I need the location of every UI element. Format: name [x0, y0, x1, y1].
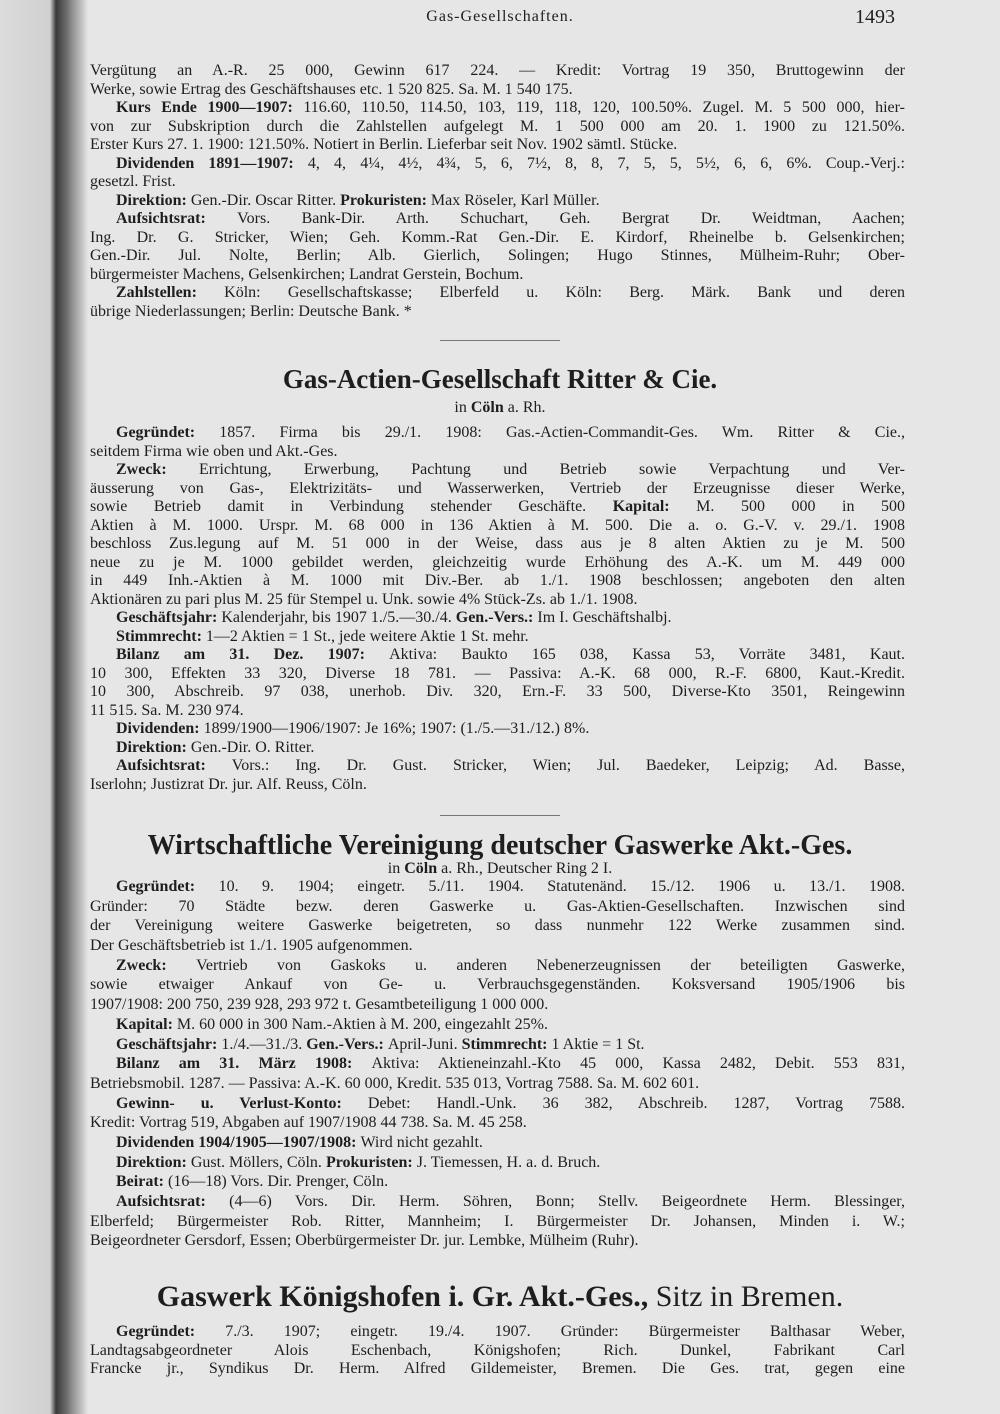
text-line	[90, 665, 905, 684]
location-city: Cöln	[470, 399, 504, 416]
text-line	[90, 192, 905, 211]
text-line	[90, 897, 905, 917]
field-text: 11 515. Sa. M. 230 974.	[90, 701, 244, 719]
field-text: (4—6) Vors. Dir. Herm. Söhren, Bonn; Stellv. Beigeordnete Herm. Blessinger,	[229, 1193, 905, 1210]
location-prefix: in	[387, 860, 405, 877]
field-text: Vors.: Ing. Dr. Gust. Stricker, Wien; Jul. Baedeker, Leipzig; Ad. Basse,	[231, 757, 905, 774]
text-line	[90, 535, 905, 554]
text-line	[90, 1074, 905, 1094]
field-text: beschloss Zus.legung auf M. 51 000 in der Weise, dass aus je 8 alten Aktien zu je M. 500	[90, 535, 905, 552]
field-text: 10 300, Effekten 33 320, Diverse 18 781. — Passiva: A.-K. 68 000, R.-F. 6800, Kaut.-Kredit.	[90, 664, 905, 682]
entry-location	[0, 860, 1000, 878]
text-line	[90, 936, 905, 956]
entry-gaswerk-koenigshofen	[90, 1323, 905, 1379]
field-text: Ing. Dr. G. Stricker, Wien; Geh. Komm.-Rat Gen.-Dir. E. Kirdorf, Rheinelbe b. Gelsenkirchen;	[90, 228, 905, 246]
text-line	[90, 1054, 905, 1074]
field-label: Dividenden 1904/1905—1907/1908:	[116, 1133, 361, 1151]
field-text: übrige Niederlassungen; Berlin: Deutsche Bank. *	[90, 302, 412, 320]
text-line	[90, 229, 905, 248]
text-line	[90, 1035, 905, 1055]
title-suffix: Sitz in Bremen.	[648, 1280, 844, 1313]
field-text: Der Geschäftsbetrieb ist 1./1. 1905 aufgenommen.	[90, 937, 413, 955]
field-text: Vors. Bank-Dir. Arth. Schuchart, Geh. Bergrat Dr. Weidtman, Aachen;	[237, 210, 905, 227]
text-line	[90, 1172, 905, 1192]
field-label: Bilanz am 31. Dez. 1907:	[116, 646, 390, 663]
title-main: Gaswerk Königshofen i. Gr. Akt.-Ges.,	[156, 1280, 649, 1313]
text-line	[90, 739, 905, 758]
location-prefix: in	[454, 399, 471, 416]
text-line	[90, 702, 905, 721]
text-line	[90, 155, 905, 174]
text-line	[90, 62, 905, 81]
field-text: Max Röseler, Karl Müller.	[430, 191, 600, 209]
field-label: Gen.-Vers.:	[306, 1035, 388, 1053]
field-text: der Vereinigung weitere Gaswerke beigetreten, so dass nunmehr 122 Werke zusammen sind.	[90, 917, 905, 935]
field-text: gesetzl. Frist.	[90, 173, 176, 190]
field-text: 10. 9. 1904; eingetr. 5./11. 1904. Statutenänd. 15./12. 1906 u. 13./1. 1908.	[218, 878, 905, 895]
field-text: 7./3. 1907; eingetr. 19./4. 1907. Gründer: Bürgermeister Balthasar Weber,	[225, 1323, 905, 1340]
field-text: 1 Aktie = 1 St.	[551, 1035, 645, 1053]
text-line	[90, 683, 905, 702]
text-line	[90, 916, 905, 936]
text-line	[90, 956, 905, 976]
field-text: Gründer: 70 Städte bezw. deren Gaswerke u. Gas-Aktien-Gesellschaften. Inzwischen sind	[90, 897, 905, 915]
field-text: 1907/1908: 200 750, 239 928, 293 972 t. Gesamtbeteiligung 1 000 000.	[90, 996, 549, 1014]
field-label: Gegründet:	[116, 878, 219, 895]
field-label: Geschäftsjahr:	[116, 609, 222, 626]
text-line	[90, 1360, 905, 1379]
field-text: 1899/1900—1906/1907: Je 16%; 1907: (1./5.—31./12.) 8%.	[203, 720, 590, 737]
field-label: Prokuristen:	[340, 191, 431, 209]
field-text: M. 60 000 in 300 Nam.-Aktien à M. 200, eingezahlt 25%.	[176, 1015, 548, 1033]
entry-title	[0, 1280, 1000, 1314]
entry-title: Gas-Actien-Gesellschaft Ritter & Cie.	[282, 364, 718, 394]
field-text: Aktiva: Baukto 165 038, Kassa 53, Vorräte 3481, Kaut.	[389, 646, 905, 663]
field-text: Landtagsabgeordneter Alois Eschenbach, Königshofen; Rich. Dunkel, Fabrikant Carl	[90, 1341, 905, 1359]
field-label: Gen.-Vers.:	[455, 609, 538, 626]
field-label: Gegründet:	[116, 424, 220, 441]
text-line	[90, 609, 905, 628]
field-text: neue zu je M. 1000 gebildet werden, gleichzeitig wurde Erhöhung des A.-K. um M. 449 000	[90, 553, 905, 571]
field-label: Direktion:	[116, 738, 191, 756]
text-line	[90, 1094, 905, 1114]
field-text: äusserung von Gas-, Elektrizitäts- und Wasserwerken, Vertrieb der Erzeugnisse dieser Werke,	[90, 479, 905, 497]
field-label: Kurs Ende 1900—1907:	[116, 99, 304, 116]
divider	[440, 815, 560, 816]
field-label: Aufsichtsrat:	[116, 757, 232, 774]
field-label: Geschäftsjahr:	[116, 1035, 222, 1053]
field-text: 4, 4, 4¼, 4½, 4¾, 5, 6, 7½, 8, 8, 7, 5, 5, 5½, 6, 6, 6%. Coup.-Verj.:	[307, 154, 905, 172]
field-text: Erster Kurs 27. 1. 1900: 121.50%. Notiert in Berlin. Lieferbar seit Nov. 1902 sämtl. Stücke.	[90, 136, 678, 153]
field-text: bürgermeister Machens, Gelsenkirchen; Landrat Gerstein, Bochum.	[90, 265, 524, 283]
text-line	[90, 1323, 905, 1342]
entry-wirtschaftliche-vereinigung	[90, 877, 905, 1251]
field-label: Beirat:	[116, 1173, 168, 1191]
location-suffix: a. Rh., Deutscher Ring 2 I.	[437, 860, 613, 877]
field-text: Werke, sowie Ertrag des Geschäftshauses etc. 1 520 825. Sa. M. 1 540 175.	[90, 80, 573, 98]
running-title: Gas-Gesellschaften.	[426, 8, 574, 25]
field-label: Dividenden 1891—1907:	[116, 154, 308, 172]
field-text: Aktien à M. 1000. Urspr. M. 68 000 in 136 Aktien à M. 500. Die a. o. G.-V. v. 29./1. 1908	[90, 516, 905, 534]
field-label: Prokuristen:	[325, 1153, 417, 1171]
text-line	[90, 517, 905, 536]
field-label: Zahlstellen:	[116, 284, 225, 301]
text-line	[90, 776, 905, 795]
field-text: Im I. Geschäftshalbj.	[537, 609, 672, 626]
field-text: 10 300, Abschreib. 97 038, unerhob. Div. 320, Ern.-F. 33 500, Diverse-Kto 3501, Reingewinn	[90, 683, 905, 700]
book-gutter	[0, 0, 88, 1414]
field-text: 1857. Firma bis 29./1. 1908: Gas.-Actien-Commandit-Ges. Wm. Ritter & Cie.,	[219, 424, 905, 441]
field-label: Direktion:	[116, 1153, 191, 1171]
page-number: 1493	[855, 6, 895, 28]
field-label: Aufsichtsrat:	[116, 210, 238, 227]
text-line	[90, 877, 905, 897]
entry-title: Wirtschaftliche Vereinigung deutscher Gaswerke Akt.-Ges.	[147, 830, 853, 861]
field-text: Francke jr., Syndikus Dr. Herm. Alfred Gildemeister, Bremen. Die Ges. trat, gegen eine	[90, 1360, 905, 1377]
text-line	[90, 81, 905, 100]
text-line	[90, 975, 905, 995]
text-line	[90, 720, 905, 739]
text-line	[90, 995, 905, 1015]
field-text: Kredit: Vortrag 519, Abgaben auf 1907/1908 44 738. Sa. M. 45 258.	[90, 1114, 527, 1132]
field-label: Aufsichtsrat:	[116, 1193, 230, 1210]
field-text: J. Tiemessen, H. a. d. Bruch.	[416, 1153, 601, 1171]
text-line	[90, 210, 905, 229]
field-text: 116.60, 110.50, 114.50, 103, 119, 118, 120, 100.50%. Zugel. M. 5 500 000, hier-	[303, 99, 905, 116]
field-text: sowie etwaiger Ankauf von Ge- u. Verbrauchsgegenständen. Koksversand 1905/1906 bis	[90, 976, 905, 994]
field-label: Direktion:	[116, 191, 191, 209]
text-line	[90, 628, 905, 647]
field-text: Beigeordneter Gersdorf, Essen; Oberbürgermeister Dr. jur. Lembke, Mülheim (Ruhr).	[90, 1232, 639, 1250]
field-label: Stimmrecht:	[461, 1035, 552, 1053]
text-line	[90, 284, 905, 303]
field-text: April-Juni.	[387, 1035, 462, 1053]
field-text: 1—2 Aktien = 1 St., jede weitere Aktie 1 St. mehr.	[205, 627, 529, 645]
field-label: Dividenden:	[116, 720, 204, 737]
field-text: Aktiva: Aktieneinzahl.-Kto 45 000, Kassa 2482, Debit. 553 831,	[371, 1055, 905, 1073]
text-line	[90, 757, 905, 776]
text-line	[90, 591, 905, 610]
location-city: Cöln	[404, 860, 438, 877]
text-line	[90, 461, 905, 480]
field-text: Wird nicht gezahlt.	[360, 1133, 483, 1151]
text-line	[90, 173, 905, 192]
text-line	[90, 572, 905, 591]
text-line	[90, 443, 905, 462]
field-label: Zweck:	[116, 461, 200, 478]
text-line	[90, 1113, 905, 1133]
text-line	[90, 118, 905, 137]
field-label: Gewinn- u. Verlust-Konto:	[116, 1094, 368, 1112]
text-line	[90, 1192, 905, 1212]
field-text: Gen.-Dir. Jul. Nolte, Berlin; Alb. Gierlich, Solingen; Hugo Stinnes, Mülheim-Ruhr; Ober-	[90, 247, 905, 264]
text-line	[90, 1133, 905, 1153]
field-text: sowie Betrieb damit in Verbindung stehender Geschäfte.	[90, 498, 613, 515]
field-text: 1./4.—31./3.	[221, 1035, 307, 1053]
field-text: Gen.-Dir. Oscar Ritter.	[190, 191, 341, 209]
text-line	[90, 1212, 905, 1232]
field-label: Gegründet:	[116, 1323, 226, 1340]
text-line	[90, 1231, 905, 1251]
divider	[440, 340, 560, 341]
field-text: von zur Subskription durch die Zahlstellen aufgelegt M. 1 500 000 am 20. 1. 1900 zu 121.50%.	[90, 117, 905, 135]
text-line	[90, 303, 905, 322]
text-line	[90, 646, 905, 665]
field-text: Köln: Gesellschaftskasse; Elberfeld u. Köln: Berg. Märk. Bank und deren	[224, 284, 905, 301]
entry-continued	[90, 62, 905, 321]
entry-ritter	[90, 424, 905, 794]
field-text: M. 500 000 in 500	[696, 498, 905, 515]
field-text: Elberfeld; Bürgermeister Rob. Ritter, Mannheim; I. Bürgermeister Dr. Johansen, Minden i. W.;	[90, 1212, 905, 1230]
field-text: Vertrieb von Gaskoks u. anderen Nebenerzeugnissen der beteiligten Gaswerke,	[196, 956, 905, 974]
field-text: Kalenderjahr, bis 1907 1./5.—30./4.	[221, 609, 456, 626]
field-text: Vergütung an A.-R. 25 000, Gewinn 617 224. — Kredit: Vortrag 19 350, Bruttogewinn der	[90, 62, 905, 79]
field-text: Iserlohn; Justizrat Dr. jur. Alf. Reuss, Cöln.	[90, 775, 367, 793]
location-suffix: a. Rh.	[503, 399, 546, 416]
field-label: Stimmrecht:	[116, 627, 206, 645]
field-label: Kapital:	[116, 1015, 177, 1033]
text-line	[90, 554, 905, 573]
field-text: (16—18) Vors. Dir. Prenger, Cöln.	[167, 1173, 389, 1191]
field-text: Betriebsmobil. 1287. — Passiva: A.-K. 60 000, Kredit. 535 013, Vortrag 7588. Sa. M. 602 601.	[90, 1074, 700, 1092]
field-text: Gen.-Dir. O. Ritter.	[190, 738, 315, 756]
text-line	[90, 1015, 905, 1035]
field-text: Aktionären zu pari plus M. 25 für Stempel u. Unk. sowie 4% Stück-Zs. ab 1./1. 1908.	[90, 590, 638, 608]
field-label: Zweck:	[116, 956, 197, 974]
text-line	[90, 424, 905, 443]
field-label: Kapital:	[612, 498, 697, 515]
field-text: Gust. Möllers, Cöln.	[190, 1153, 326, 1171]
text-line	[90, 480, 905, 499]
text-line	[90, 247, 905, 266]
text-line	[90, 99, 905, 118]
text-line	[90, 1153, 905, 1173]
field-label: Bilanz am 31. März 1908:	[116, 1055, 372, 1073]
field-text: seitdem Firma wie oben und Akt.-Ges.	[90, 442, 338, 460]
entry-location	[0, 399, 1000, 417]
text-line	[90, 266, 905, 285]
field-text: in 449 Inh.-Aktien à M. 1000 mit Div.-Ber. ab 1./1. 1908 beschlossen; angeboten den alten	[90, 572, 905, 589]
field-text: Debet: Handl.-Unk. 36 382, Abschreib. 1287, Vortrag 7588.	[367, 1094, 905, 1112]
text-line	[90, 1342, 905, 1361]
field-text: Errichtung, Erwerbung, Pachtung und Betrieb sowie Verpachtung und Ver-	[199, 461, 905, 478]
text-line	[90, 498, 905, 517]
text-line	[90, 136, 905, 155]
